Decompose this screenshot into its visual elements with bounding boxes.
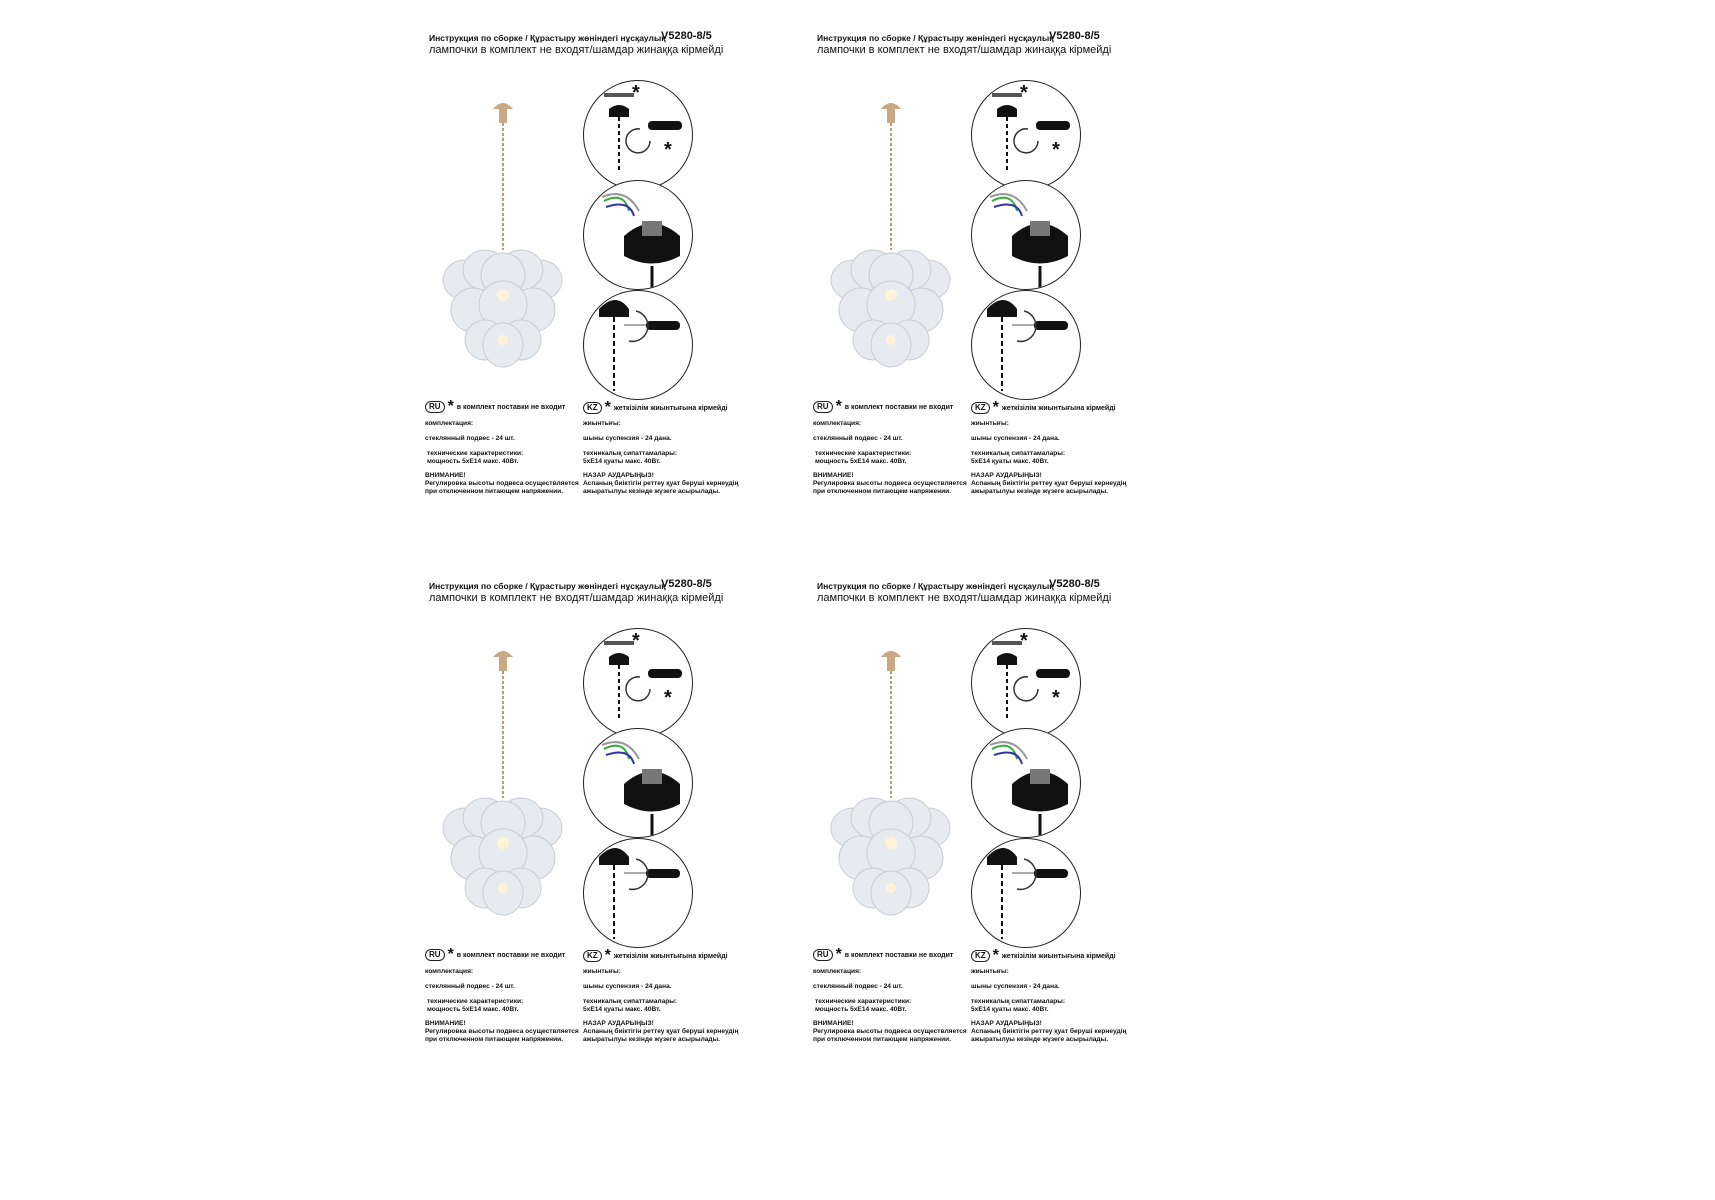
kz-spec-value: 5хE14 қуаты макс. 40Вт. — [971, 1006, 1049, 1013]
ru-spec-label: технические характеристики: — [427, 450, 524, 457]
svg-text:*: * — [1020, 82, 1028, 104]
svg-text:*: * — [632, 82, 640, 104]
step-1-diagram — [583, 80, 693, 190]
kz-spec-label: техникалық сипаттамалары: — [971, 450, 1066, 457]
ru-kit-label: комплектация: — [813, 968, 862, 975]
asterisk-icon: * — [447, 946, 454, 963]
sheet-subtitle: лампочки в комплект не входят/шамдар жинаққа кірмейді — [817, 592, 1112, 604]
kz-not-included: KZ * жеткізілім жиынтығына кірмейді — [583, 402, 728, 414]
ru-warning-label: ВНИМАНИЕ! — [425, 1020, 466, 1027]
kz-spec-value: 5хE14 қуаты макс. 40Вт. — [971, 458, 1049, 465]
step-1-diagram — [971, 80, 1081, 190]
ru-warning-line-1: Регулировка высоты подвеса осуществляется — [425, 1028, 579, 1035]
kz-spec-label: техникалық сипаттамалары: — [583, 450, 678, 457]
kz-warning-line-1: Аспаның биіктігін реттеу қуат беруші кернеудің — [583, 1028, 739, 1035]
ru-kit-label: комплектация: — [425, 420, 474, 427]
instruction-sheet-bottom-left — [395, 548, 825, 1068]
model-number: V5280-8/5 — [661, 578, 712, 590]
ru-warning-line-2: при отключенном питающем напряжении. — [425, 488, 564, 495]
kz-spec-label: техникалық сипаттамалары: — [971, 998, 1066, 1005]
kz-kit-value: шыны суспензия - 24 дана. — [583, 983, 672, 990]
asterisk-icon: * — [447, 398, 454, 415]
svg-text:*: * — [632, 630, 640, 652]
ru-spec-label: технические характеристики: — [815, 450, 912, 457]
kz-kit-value: шыны суспензия - 24 дана. — [971, 983, 1060, 990]
svg-text:*: * — [1052, 139, 1060, 161]
ru-spec-value: мощность 5хE14 макс. 40Вт. — [427, 1006, 519, 1013]
ru-kit-value: стеклянный подвес - 24 шт. — [813, 983, 903, 990]
kz-badge: KZ — [971, 402, 990, 414]
step-2-diagram — [971, 728, 1081, 838]
step-1-diagram — [583, 628, 693, 738]
kz-kit-label: жиынтығы: — [583, 968, 621, 975]
ru-warning-label: ВНИМАНИЕ! — [425, 472, 466, 479]
ru-kit-value: стеклянный подвес - 24 шт. — [425, 435, 515, 442]
kz-warning-line-2: ажыратылуы кезінде жүзеге асырылады. — [971, 488, 1109, 495]
ru-spec-label: технические характеристики: — [815, 998, 912, 1005]
kz-badge: KZ — [583, 402, 602, 414]
kz-kit-value: шыны суспензия - 24 дана. — [971, 435, 1060, 442]
ru-warning-line-1: Регулировка высоты подвеса осуществляется — [813, 480, 967, 487]
step-3-diagram — [971, 290, 1081, 400]
svg-text:*: * — [664, 687, 672, 709]
asterisk-icon: * — [604, 399, 611, 416]
instruction-sheet-top-right — [783, 0, 1213, 520]
ru-not-included: RU * в комплект поставки не входит — [425, 401, 565, 413]
ru-not-included: RU * в комплект поставки не входит — [813, 949, 953, 961]
ru-spec-value: мощность 5хE14 макс. 40Вт. — [815, 1006, 907, 1013]
ru-spec-label: технические характеристики: — [427, 998, 524, 1005]
step-2-diagram — [583, 728, 693, 838]
ru-kit-label: комплектация: — [813, 420, 862, 427]
kz-warning-line-1: Аспаның биіктігін реттеу қуат беруші кернеудің — [971, 480, 1127, 487]
instruction-sheet-bottom-right — [783, 548, 1213, 1068]
step-3-diagram — [971, 838, 1081, 948]
ru-warning-line-2: при отключенном питающем напряжении. — [813, 488, 952, 495]
ru-spec-value: мощность 5хE14 макс. 40Вт. — [815, 458, 907, 465]
ru-kit-value: стеклянный подвес - 24 шт. — [813, 435, 903, 442]
ru-badge: RU — [425, 949, 445, 961]
kz-warning-label: НАЗАР АУДАРЫҢЫЗ! — [583, 472, 654, 479]
kz-kit-label: жиынтығы: — [583, 420, 621, 427]
ru-kit-value: стеклянный подвес - 24 шт. — [425, 983, 515, 990]
step-3-diagram — [583, 290, 693, 400]
ru-warning-line-1: Регулировка высоты подвеса осуществляется — [813, 1028, 967, 1035]
sheet-title: Инструкция по сборке / Құрастыру жөніндегі нұсқаулық — [429, 33, 666, 43]
svg-text:*: * — [1052, 687, 1060, 709]
ru-warning-line-1: Регулировка высоты подвеса осуществляется — [425, 480, 579, 487]
ru-badge: RU — [813, 949, 833, 961]
svg-text:*: * — [664, 139, 672, 161]
model-number: V5280-8/5 — [661, 30, 712, 42]
ru-warning-label: ВНИМАНИЕ! — [813, 472, 854, 479]
kz-warning-line-2: ажыратылуы кезінде жүзеге асырылады. — [583, 488, 721, 495]
chandelier-image — [823, 643, 958, 933]
ru-warning-line-2: при отключенном питающем напряжении. — [425, 1036, 564, 1043]
chandelier-image — [823, 95, 958, 385]
ru-warning-line-2: при отключенном питающем напряжении. — [813, 1036, 952, 1043]
kz-badge: KZ — [583, 950, 602, 962]
kz-kit-value: шыны суспензия - 24 дана. — [583, 435, 672, 442]
kz-kit-label: жиынтығы: — [971, 968, 1009, 975]
ru-warning-label: ВНИМАНИЕ! — [813, 1020, 854, 1027]
asterisk-icon: * — [992, 399, 999, 416]
kz-not-included: KZ * жеткізілім жиынтығына кірмейді — [971, 402, 1116, 414]
kz-not-included: KZ * жеткізілім жиынтығына кірмейді — [971, 950, 1116, 962]
kz-warning-label: НАЗАР АУДАРЫҢЫЗ! — [971, 472, 1042, 479]
ru-not-included: RU * в комплект поставки не входит — [425, 949, 565, 961]
ru-badge: RU — [425, 401, 445, 413]
kz-not-included: KZ * жеткізілім жиынтығына кірмейді — [583, 950, 728, 962]
sheet-title: Инструкция по сборке / Құрастыру жөніндегі нұсқаулық — [429, 581, 666, 591]
chandelier-image — [435, 95, 570, 385]
ru-kit-label: комплектация: — [425, 968, 474, 975]
step-2-diagram — [971, 180, 1081, 290]
instruction-sheet-top-left — [395, 0, 825, 520]
svg-text:*: * — [1020, 630, 1028, 652]
asterisk-icon: * — [835, 398, 842, 415]
kz-warning-line-1: Аспаның биіктігін реттеу қуат беруші кернеудің — [583, 480, 739, 487]
kz-spec-value: 5хE14 қуаты макс. 40Вт. — [583, 458, 661, 465]
sheet-title: Инструкция по сборке / Құрастыру жөніндегі нұсқаулық — [817, 581, 1054, 591]
kz-warning-line-2: ажыратылуы кезінде жүзеге асырылады. — [971, 1036, 1109, 1043]
ru-not-included: RU * в комплект поставки не входит — [813, 401, 953, 413]
sheet-subtitle: лампочки в комплект не входят/шамдар жинаққа кірмейді — [817, 44, 1112, 56]
sheet-title: Инструкция по сборке / Құрастыру жөніндегі нұсқаулық — [817, 33, 1054, 43]
kz-warning-line-2: ажыратылуы кезінде жүзеге асырылады. — [583, 1036, 721, 1043]
model-number: V5280-8/5 — [1049, 30, 1100, 42]
kz-warning-label: НАЗАР АУДАРЫҢЫЗ! — [583, 1020, 654, 1027]
kz-warning-line-1: Аспаның биіктігін реттеу қуат беруші кернеудің — [971, 1028, 1127, 1035]
kz-warning-label: НАЗАР АУДАРЫҢЫЗ! — [971, 1020, 1042, 1027]
chandelier-image — [435, 643, 570, 933]
step-1-diagram — [971, 628, 1081, 738]
sheet-subtitle: лампочки в комплект не входят/шамдар жинаққа кірмейді — [429, 592, 724, 604]
kz-badge: KZ — [971, 950, 990, 962]
model-number: V5280-8/5 — [1049, 578, 1100, 590]
step-2-diagram — [583, 180, 693, 290]
asterisk-icon: * — [992, 947, 999, 964]
sheet-subtitle: лампочки в комплект не входят/шамдар жинаққа кірмейді — [429, 44, 724, 56]
ru-spec-value: мощность 5хE14 макс. 40Вт. — [427, 458, 519, 465]
ru-badge: RU — [813, 401, 833, 413]
step-3-diagram — [583, 838, 693, 948]
kz-spec-value: 5хE14 қуаты макс. 40Вт. — [583, 1006, 661, 1013]
asterisk-icon: * — [604, 947, 611, 964]
asterisk-icon: * — [835, 946, 842, 963]
kz-spec-label: техникалық сипаттамалары: — [583, 998, 678, 1005]
kz-kit-label: жиынтығы: — [971, 420, 1009, 427]
